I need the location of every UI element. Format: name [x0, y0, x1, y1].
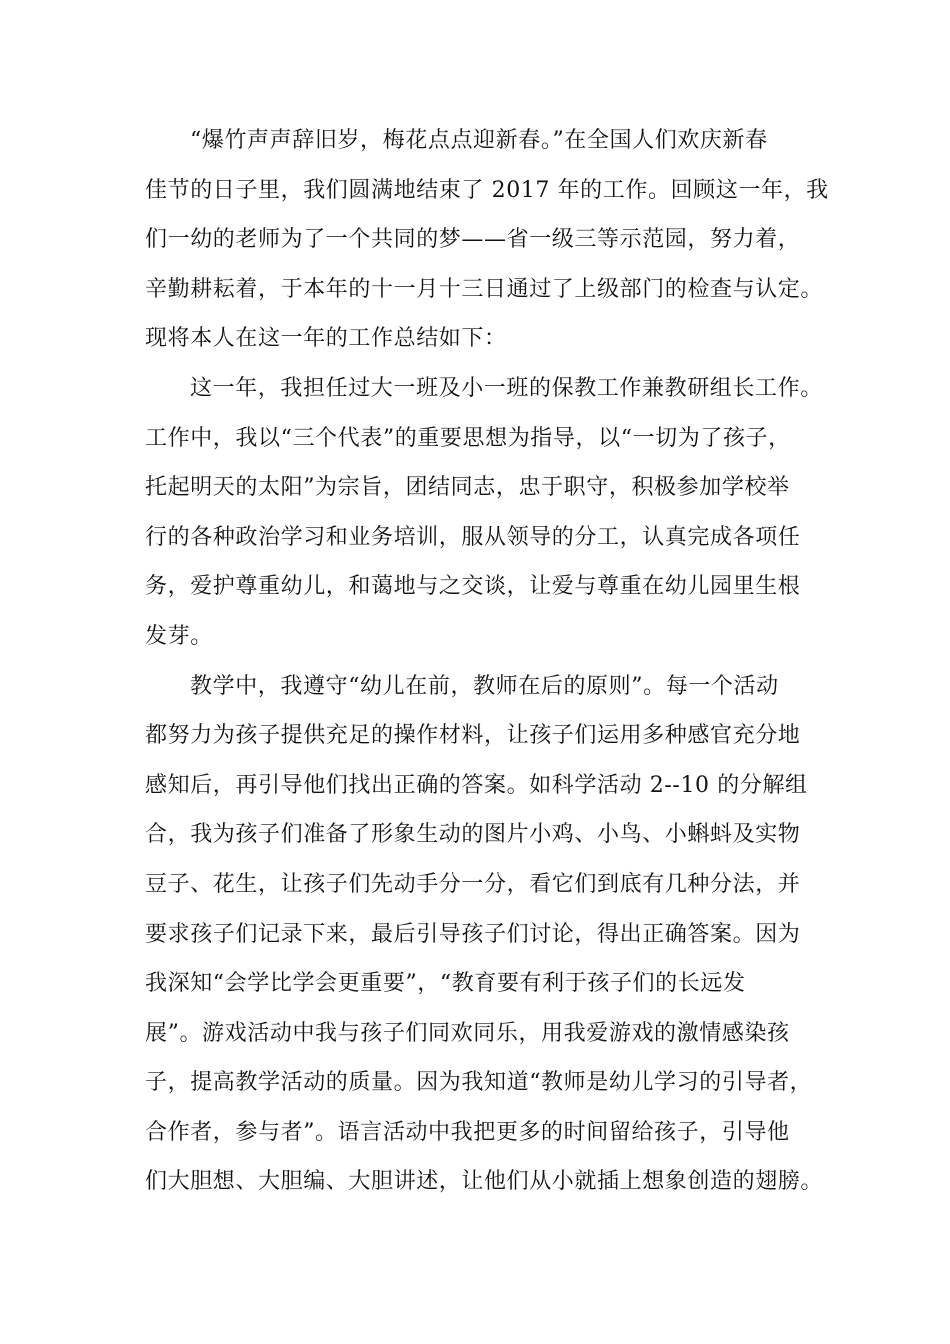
text-line: 子，提高教学活动的质量。因为我知道“教师是幼儿学习的引导者， — [145, 1070, 813, 1096]
text-line: 务，爱护尊重幼儿，和蔼地与之交谈，让爱与尊重在幼儿园里生根 — [145, 574, 801, 600]
text-line: 豆子、花生，让孩子们先动手分一分，看它们到底有几种分法，并 — [145, 871, 801, 897]
text-line: 辛勤耕耘着，于本年的十一月十三日通过了上级部门的检查与认定。 — [145, 276, 824, 302]
text-line: 感知后，再引导他们找出正确的答案。如科学活动 2--10 的分解组 — [145, 772, 808, 798]
text-line: 行的各种政治学习和业务培训，服从领导的分工，认真完成各项任 — [145, 524, 801, 550]
text-line: 发芽。 — [145, 623, 213, 649]
text-line: 这一年，我担任过大一班及小一班的保教工作兼教研组长工作。 — [190, 375, 823, 401]
text-line: 现将本人在这一年的工作总结如下： — [145, 326, 507, 352]
text-line: 合，我为孩子们准备了形象生动的图片小鸡、小鸟、小蝌蚪及实物 — [145, 822, 801, 848]
text-line: 教学中，我遵守“幼儿在前，教师在后的原则”。每一个活动 — [190, 673, 779, 699]
text-line: 们一幼的老师为了一个共同的梦——省一级三等示范园，努力着， — [145, 227, 801, 253]
text-line: 要求孩子们记录下来，最后引导孩子们讨论，得出正确答案。因为 — [145, 921, 801, 947]
paragraph-duties — [145, 369, 823, 667]
paragraph-intro — [145, 121, 829, 369]
text-line: 们大胆想、大胆编、大胆讲述，让他们从小就插上想象创造的翅膀。 — [145, 1169, 824, 1195]
document-body — [145, 121, 829, 1212]
text-line: 合作者，参与者”。语言活动中我把更多的时间留给孩子，引导他 — [145, 1119, 790, 1145]
text-line: 托起明天的太阳”为宗旨，团结同志，忠于职守，积极参加学校举 — [145, 475, 790, 501]
text-line: 展”。游戏活动中我与孩子们同欢同乐，用我爱游戏的激情感染孩 — [145, 1020, 790, 1046]
text-line: 工作中，我以“三个代表”的重要思想为指导，以“一切为了孩子， — [145, 425, 791, 451]
text-line: 佳节的日子里，我们圆满地结束了 2017 年的工作。回顾这一年，我 — [145, 177, 829, 203]
paragraph-teaching — [145, 667, 824, 1213]
text-line: 都努力为孩子提供充足的操作材料，让孩子们运用多种感官充分地 — [145, 723, 801, 749]
text-line: 我深知“会学比学会更重要”，“教育要有利于孩子们的长远发 — [145, 971, 746, 997]
text-line: “爆竹声声辞旧岁，梅花点点迎新春。”在全国人们欢庆新春 — [190, 128, 768, 153]
